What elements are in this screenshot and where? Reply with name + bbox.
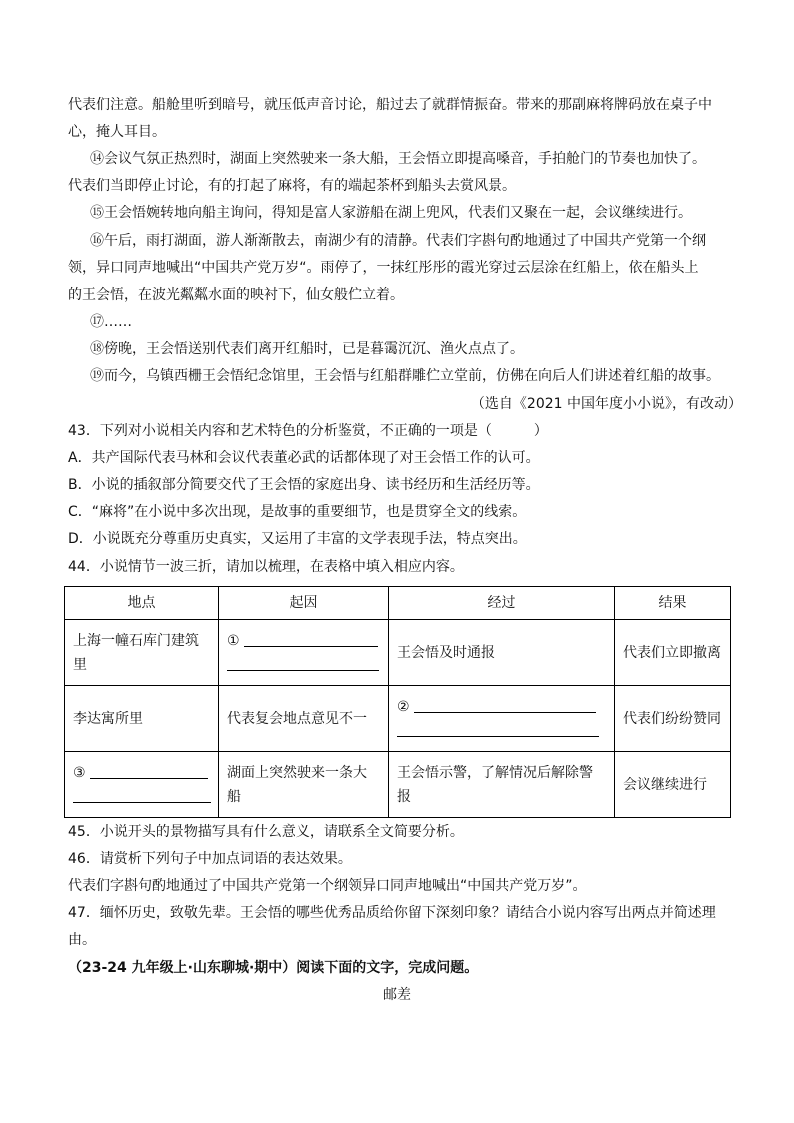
- option-a: A．共产国际代表马林和会议代表董必武的话都体现了对王会悟工作的认可。: [68, 450, 540, 466]
- option-b: B．小说的插叙部分简要交代了王会悟的家庭出身、读书经历和生活经历等。: [68, 477, 540, 493]
- paragraph-19: ⑲而今，乌镇西栅王会悟纪念馆里，王会悟与红船群雕伫立堂前，仿佛在向后人们讲述着红船的故事。: [90, 368, 720, 384]
- story-source: （选自《2021 中国年度小小说》，有改动）: [470, 396, 742, 412]
- answer-blank-2[interactable]: [389, 686, 615, 752]
- blank-marker: ②: [397, 698, 410, 715]
- table-header-row: [65, 587, 731, 620]
- paragraph-16: ⑯午后，雨打湖面，游人渐渐散去，南湖少有的清静。代表们字斟句酌地通过了中国共产党第一个纲: [90, 233, 706, 249]
- question-46-sentence: 代表们字斟句酌地通过了中国共产党第一个纲领异口同声地喊出“中国共产党万岁”。: [68, 878, 587, 894]
- cell-result: 会议继续进行: [615, 752, 731, 818]
- option-d: D．小说既充分尊重历史真实，又运用了丰富的文学表现手法，特点突出。: [68, 531, 527, 547]
- cell-result: 代表们立即撤离: [615, 620, 731, 686]
- table-row: [65, 686, 731, 752]
- header-cause: 起因: [219, 587, 389, 620]
- cell-cause: [219, 752, 389, 818]
- question-47-continued: 由。: [68, 932, 96, 948]
- cell-place: [65, 620, 219, 686]
- paragraph-17: ⑰……: [90, 314, 132, 330]
- answer-blank-3[interactable]: [65, 752, 219, 818]
- story-text-line: 代表们注意。船舱里听到暗号，就压低声音讨论，船过去了就群情振奋。带来的那副麻将牌码放在桌子中: [68, 97, 712, 113]
- header-result: 结果: [615, 587, 731, 620]
- table-row: [65, 752, 731, 818]
- cell-result: 代表们纷纷赞同: [615, 686, 731, 752]
- paragraph-15: ⑮王会悟婉转地向船主询问，得知是富人家游船在湖上兜风，代表们又聚在一起，会议继续进行。: [90, 205, 692, 221]
- blank-marker: ③: [73, 764, 86, 781]
- question-44: 44．小说情节一波三折，请加以梳理，在表格中填入相应内容。: [68, 559, 464, 575]
- story-text-line: 的王会悟，在波光粼粼水面的映衬下，仙女般伫立着。: [68, 287, 404, 303]
- answer-blank-1[interactable]: [219, 620, 389, 686]
- blank-marker: ①: [227, 632, 240, 649]
- header-place: 地点: [65, 587, 219, 620]
- header-process: 经过: [389, 587, 615, 620]
- story-text-line: 代表们当即停止讨论，有的打起了麻将，有的端起茶杯到船头去赏风景。: [68, 178, 516, 194]
- cell-process: 王会悟示警，了解情况后解除警报: [389, 752, 615, 818]
- option-c: C．“麻将”在小说中多次出现，是故事的重要细节，也是贯穿全文的线索。: [68, 504, 527, 520]
- cell-cause: 代表复会地点意见不一: [219, 686, 389, 752]
- next-section-heading: （23-24 九年级上·山东聊城·期中）阅读下面的文字，完成问题。: [68, 960, 479, 976]
- question-43: 43．下列对小说相关内容和艺术特色的分析鉴赏，不正确的一项是（ ）: [68, 423, 548, 439]
- paragraph-14: ⑭会议气氛正热烈时，湖面上突然驶来一条大船，王会悟立即提高嗓音，手拍舱门的节奏也加快了。: [90, 151, 706, 167]
- next-passage-title: 邮差: [383, 987, 411, 1003]
- question-47: 47．缅怀历史，致敬先辈。王会悟的哪些优秀品质给你留下深刻印象？请结合小说内容写出两点并简述理: [68, 905, 716, 921]
- cell-text: 湖面上突然驶来一条大船: [227, 764, 367, 805]
- plot-table: [64, 586, 731, 818]
- cell-text: 上海一幢石库门建筑里: [73, 632, 199, 673]
- story-text-line: 心，掩人耳目。: [68, 124, 166, 140]
- cell-process: 王会悟及时通报: [389, 620, 615, 686]
- question-45: 45．小说开头的景物描写具有什么意义，请联系全文简要分析。: [68, 824, 464, 840]
- question-46: 46．请赏析下列句子中加点词语的表达效果。: [68, 851, 352, 867]
- paragraph-18: ⑱傍晚，王会悟送别代表们离开红船时，已是暮霭沉沉、渔火点点了。: [90, 341, 524, 357]
- story-text-line: 领，异口同声地喊出“中国共产党万岁“。雨停了，一抹红彤彤的霞光穿过云层涂在红船上，依在船头上: [68, 260, 699, 276]
- cell-place: 李达寓所里: [65, 686, 219, 752]
- table-row: [65, 620, 731, 686]
